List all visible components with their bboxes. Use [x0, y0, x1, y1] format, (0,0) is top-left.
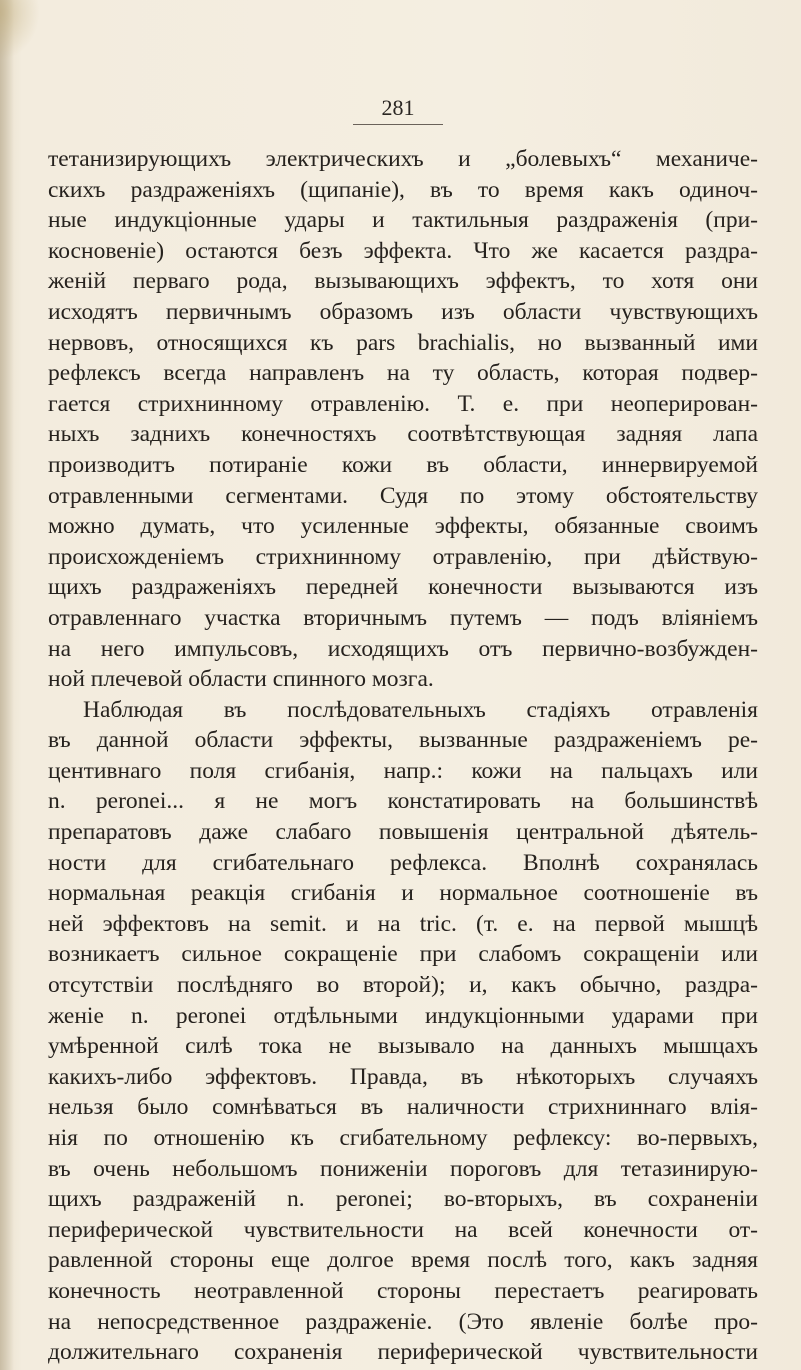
- text-line: отравленными сегментами. Судя по этому обстоятельству: [48, 482, 758, 509]
- text-line: на непосредственное раздраженіе. (Это явленіе болѣе про-: [48, 1308, 758, 1335]
- text-line: периферической чувствительности на всей конечности от-: [48, 1216, 758, 1243]
- page-stain: [0, 0, 40, 60]
- text-line: нервовъ, относящихся къ pars brachialis, но вызванный ими: [48, 329, 758, 356]
- text-line: щихъ раздраженій n. peronei; во-вторыхъ, въ сохраненіи: [48, 1186, 758, 1213]
- text-line: ные индукціонные удары и тактильныя раздраженія (при-: [48, 207, 758, 234]
- text-line: нормальная реакція сгибанія и нормальное соотношеніе въ: [48, 880, 758, 907]
- text-line: отсутствіи послѣдняго во второй); и, какъ обычно, раздра-: [48, 972, 758, 999]
- text-line: тетанизирующихъ электрическихъ и „болевыхъ“ механиче-: [48, 146, 758, 172]
- text-line: женій перваго рода, вызывающихъ эффектъ, то хотя они: [48, 268, 758, 295]
- text-line: скихъ раздраженіяхъ (щипаніе), въ то время какъ одиноч-: [48, 176, 758, 203]
- text-line: происхожденіемъ стрихнинному отравленію, при дѣйствую-: [48, 543, 758, 570]
- text-line: ности для сгибательнаго рефлекса. Вполнѣ сохранялась: [48, 849, 758, 876]
- text-line: гается стрихнинному отравленію. Т. е. при неоперирован-: [48, 390, 758, 417]
- page-number-rule: [353, 124, 443, 125]
- text-line: n. peronei... я не могъ констатировать на большинствѣ: [48, 788, 758, 815]
- text-line: препаратовъ даже слабаго повышенія центральной дѣятель-: [48, 819, 758, 846]
- text-line: ней эффектовъ на semit. и на tric. (т. е. на первой мышцѣ: [48, 910, 758, 937]
- text-line: косновеніе) остаются безъ эффекта. Что же касается раздра-: [48, 237, 758, 264]
- text-line: въ данной области эффекты, вызванные раздраженіемъ ре-: [48, 727, 758, 754]
- body-text: [48, 144, 758, 1368]
- text-line: исходятъ первичнымъ образомъ изъ области чувствующихъ: [48, 298, 758, 325]
- text-line: нельзя было сомнѣваться въ наличности стрихниннаго влія-: [48, 1094, 758, 1121]
- text-line: возникаетъ сильное сокращеніе при слабомъ сокращеніи или: [48, 941, 758, 968]
- paragraph-start-line: Наблюдая въ послѣдовательныхъ стадіяхъ отравленія: [83, 696, 758, 723]
- paragraph-end-line: ной плечевой области спинного мозга.: [48, 666, 434, 693]
- text-line: конечность неотравленной стороны перестаетъ реагировать: [48, 1277, 758, 1304]
- text-line: равленной стороны еще долгое время послѣ того, какъ задняя: [48, 1247, 758, 1274]
- page-edge-shadow: [0, 0, 14, 1370]
- text-line: производитъ потираніе кожи въ области, иннервируемой: [48, 451, 758, 478]
- text-line: женіе n. peronei отдѣльными индукціонными ударами при: [48, 1002, 758, 1029]
- page-number: 281: [381, 95, 415, 120]
- text-line: должительнаго сохраненія периферической чувствительности: [48, 1339, 758, 1366]
- text-line: нія по отношенію къ сгибательному рефлексу: во-первыхъ,: [48, 1125, 758, 1151]
- text-line: на него импульсовъ, исходящихъ отъ первично-возбужден-: [48, 635, 758, 662]
- text-line: какихъ-либо эффектовъ. Правда, въ нѣкоторыхъ случаяхъ: [48, 1063, 758, 1090]
- text-line: центивнаго поля сгибанія, напр.: кожи на пальцахъ или: [48, 757, 758, 784]
- text-line: можно думать, что усиленные эффекты, обязанные своимъ: [48, 513, 758, 540]
- text-line: щихъ раздраженіяхъ передней конечности вызываются изъ: [48, 574, 758, 601]
- text-line: рефлексъ всегда направленъ на ту область, которая подвер-: [48, 360, 758, 387]
- text-line: отравленнаго участка вторичнымъ путемъ — подъ вліяніемъ: [48, 604, 758, 631]
- text-line: въ очень небольшомъ пониженіи пороговъ для тетазинирую-: [48, 1155, 758, 1182]
- text-line: ныхъ заднихъ конечностяхъ соотвѣтствующая задняя лапа: [48, 421, 758, 448]
- text-line: умѣренной силѣ тока не вызывало на данныхъ мышцахъ: [48, 1033, 758, 1060]
